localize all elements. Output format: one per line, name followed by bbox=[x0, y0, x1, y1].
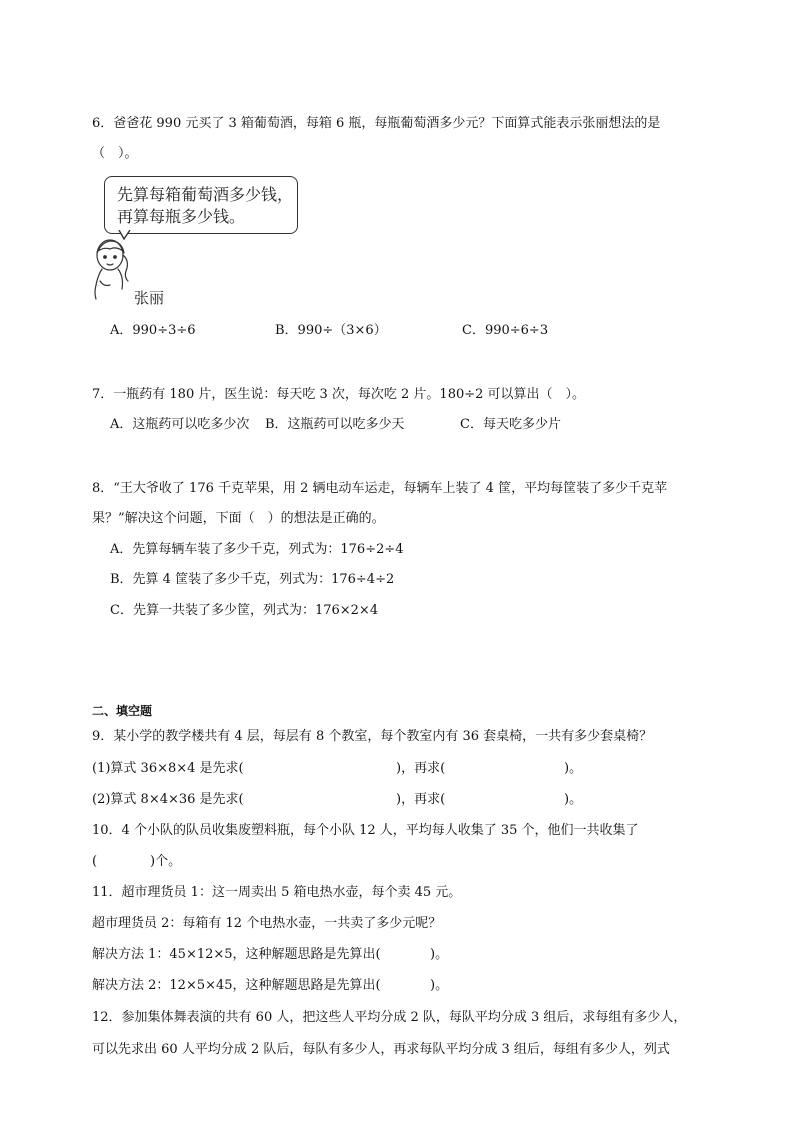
q10-blank-open: ( bbox=[92, 854, 98, 869]
q7-option-b[interactable]: B．这瓶药可以吃多少天 bbox=[265, 417, 405, 432]
q7-text: 7．一瓶药有 180 片，医生说：每天吃 3 次，每次吃 2 片。180÷2 可以算出（ ）。 bbox=[92, 387, 586, 402]
q6-option-a[interactable]: A．990÷3÷6 bbox=[110, 323, 196, 338]
q6-option-c[interactable]: C．990÷6÷3 bbox=[462, 323, 549, 338]
q9-part2-a: (2)算式 8×4×36 是先求( bbox=[92, 792, 244, 807]
q9-part1-c: )。 bbox=[564, 761, 583, 776]
q10-blank-close: )个。 bbox=[150, 854, 182, 869]
q6-text-line1: 6．爸爸花 990 元买了 3 箱葡萄酒，每箱 6 瓶，每瓶葡萄酒多少元？下面算式能表示张丽想法的是 bbox=[92, 116, 661, 131]
q9-part1-b: )，再求( bbox=[396, 761, 446, 776]
bubble-text-line2: 再算每瓶多少钱。 bbox=[117, 207, 246, 226]
q6-text-line2: （ ）。 bbox=[92, 146, 138, 161]
girl-character-icon bbox=[88, 235, 136, 301]
q8-text-line2: 果？”解决这个问题，下面（ ）的想法是正确的。 bbox=[92, 511, 385, 526]
q8-option-a[interactable]: A．先算每辆车装了多少千克，列式为：176÷2÷4 bbox=[110, 542, 404, 557]
q11-text-line1: 11．超市理货员 1：这一周卖出 5 箱电热水壶，每个卖 45 元。 bbox=[92, 885, 462, 900]
q11-text-line2: 超市理货员 2：每箱有 12 个电热水壶，一共卖了多少元呢？ bbox=[92, 916, 442, 931]
q12-text-line2: 可以先求出 60 人平均分成 2 队后，每队有多少人，再求每队平均分成 3 组后，每组有多少人，列式 bbox=[92, 1042, 670, 1057]
q11-method1-close: )。 bbox=[430, 947, 449, 962]
q11-method2: 解决方法 2：12×5×45，这种解题思路是先算出( bbox=[92, 978, 381, 993]
q12-text-line1: 12．参加集体舞表演的共有 60 人，把这些人平均分成 2 队，每队平均分成 3 组后，求每组有多少人， bbox=[92, 1010, 687, 1025]
q8-option-b[interactable]: B．先算 4 筐装了多少千克，列式为：176÷4÷2 bbox=[110, 572, 395, 587]
speech-bubble bbox=[104, 176, 298, 234]
q9-text: 9．某小学的教学楼共有 4 层，每层有 8 个教室，每个教室内有 36 套桌椅，一共有多少套桌椅？ bbox=[92, 729, 653, 744]
q8-text-line1: 8．“王大爷收了 176 千克苹果，用 2 辆电动车运走，每辆车上装了 4 筐，平均每筐装了多少千克苹 bbox=[92, 481, 668, 496]
bubble-text-line1: 先算每箱葡萄酒多少钱， bbox=[117, 185, 294, 204]
character-name: 张丽 bbox=[134, 289, 165, 307]
q8-option-c[interactable]: C．先算一共装了多少筐，列式为：176×2×4 bbox=[110, 603, 379, 618]
q7-option-a[interactable]: A．这瓶药可以吃多少次 bbox=[110, 417, 250, 432]
q10-text: 10．4 个小队的队员收集废塑料瓶，每个小队 12 人，平均每人收集了 35 个，他们一共收集了 bbox=[92, 823, 639, 838]
q11-method1: 解决方法 1：45×12×5，这种解题思路是先算出( bbox=[92, 947, 381, 962]
q6-option-b[interactable]: B．990÷（3×6） bbox=[275, 323, 387, 338]
q9-part2-b: )，再求( bbox=[396, 792, 446, 807]
section-heading: 二、填空题 bbox=[92, 704, 153, 718]
q9-part2-c: )。 bbox=[564, 792, 583, 807]
q9-part1-a: (1)算式 36×8×4 是先求( bbox=[92, 761, 244, 776]
q7-option-c[interactable]: C．每天吃多少片 bbox=[460, 417, 561, 432]
q11-method2-close: )。 bbox=[430, 978, 449, 993]
